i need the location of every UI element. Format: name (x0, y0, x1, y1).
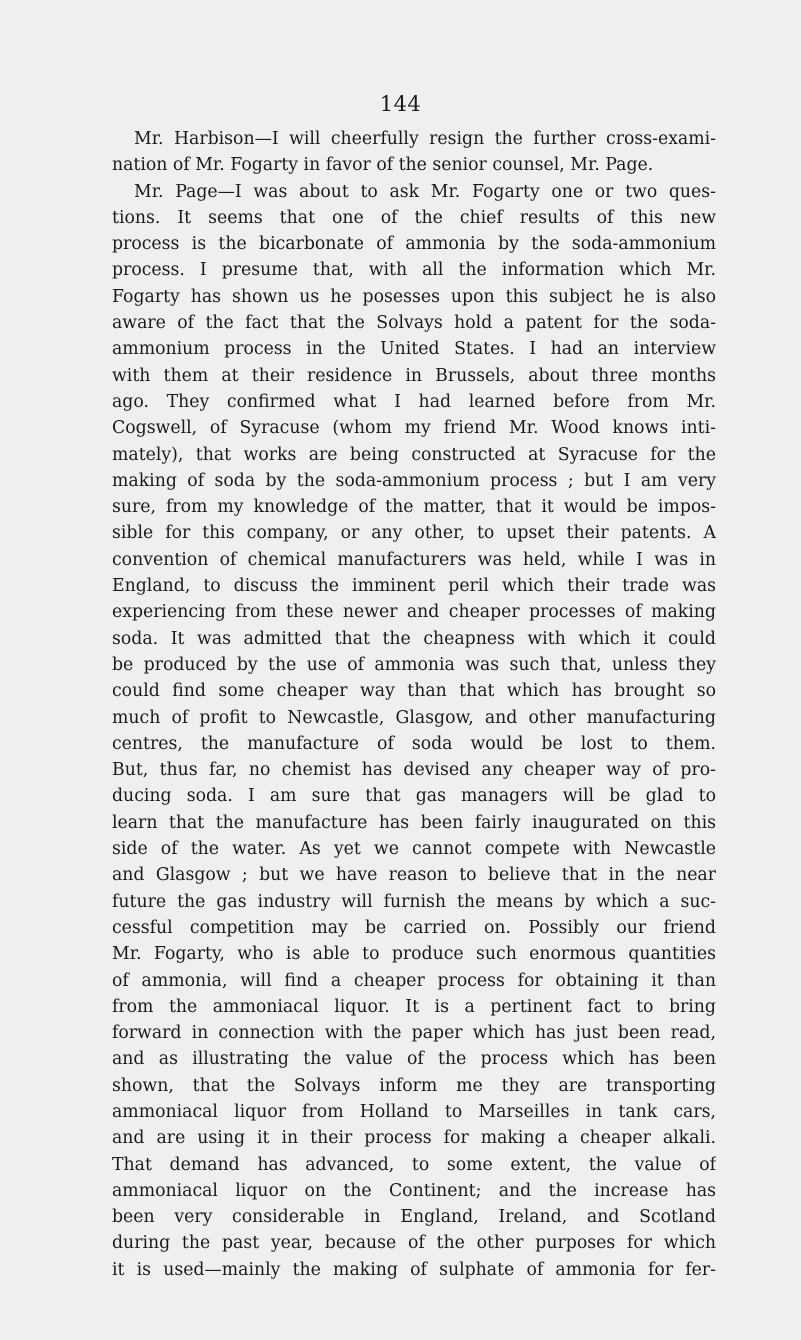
text-line: mately), that works are being constructed at Syracuse for the (112, 444, 716, 465)
text-line: Mr. Fogarty, who is able to produce such enormous quantities (112, 944, 716, 965)
text-line: aware of the fact that the Solvays hold a patent for the soda- (112, 313, 716, 334)
text-line: nation of Mr. Fogarty in favor of the senior counsel, Mr. Page. (112, 155, 654, 176)
text-line: process. I presume that, with all the information which Mr. (112, 260, 716, 281)
page-number: 144 (379, 92, 422, 116)
text-line: shown, that the Solvays inform me they are transporting (112, 1075, 716, 1096)
text-line: Fogarty has shown us he posesses upon this subject he is also (112, 286, 716, 307)
text-line: ammoniacal liquor on the Continent; and the increase has (112, 1180, 716, 1201)
paragraph (112, 126, 716, 179)
text-line: tions. It seems that one of the chief results of this new (112, 207, 716, 228)
text-line: ago. They confirmed what I had learned before from Mr. (112, 391, 716, 412)
text-line: be produced by the use of ammonia was such that, unless they (112, 654, 716, 675)
text-line: and as illustrating the value of the process which has been (112, 1049, 716, 1070)
text-line: convention of chemical manufacturers was held, while I was in (112, 549, 716, 570)
text-line: making of soda by the soda-ammonium process ; but I am very (112, 470, 716, 491)
text-line: learn that the manufacture has been fairly inaugurated on this (112, 812, 716, 833)
text-line: ammonium process in the United States. I had an interview (112, 339, 716, 360)
text-line: soda. It was admitted that the cheapness with which it could (112, 628, 716, 649)
text-line: sible for this company, or any other, to upset their patents. A (112, 523, 716, 544)
text-line: and are using it in their process for making a cheaper alkali. (112, 1128, 716, 1149)
paragraph (112, 179, 716, 1283)
text-line: ammoniacal liquor from Holland to Marseilles in tank cars, (112, 1101, 716, 1122)
text-line: Mr. Harbison—I will cheerfully resign the further cross-exami- (134, 129, 716, 149)
page-body-text (112, 126, 716, 1283)
text-line: experiencing from these newer and cheaper processes of making (112, 602, 716, 623)
text-line: future the gas industry will furnish the means by which a suc- (112, 891, 716, 912)
text-line: it is used—mainly the making of sulphate of ammonia for fer- (112, 1259, 716, 1280)
text-line: process is the bicarbonate of ammonia by the soda-ammonium (112, 234, 716, 255)
text-line: and Glasgow ; but we have reason to believe that in the near (112, 865, 716, 886)
text-line: sure, from my knowledge of the matter, that it would be impos- (112, 497, 716, 518)
text-line: centres, the manufacture of soda would be lost to them. (112, 733, 716, 754)
text-line: from the ammoniacal liquor. It is a pertinent fact to bring (112, 996, 716, 1017)
text-line: much of profit to Newcastle, Glasgow, and other manufacturing (112, 707, 716, 728)
text-line: But, thus far, no chemist has devised any cheaper way of pro- (112, 760, 716, 781)
text-line: ducing soda. I am sure that gas managers will be glad to (112, 786, 716, 807)
text-line: during the past year, because of the other purposes for which (112, 1233, 716, 1254)
text-line: with them at their residence in Brussels, about three months (112, 365, 716, 386)
text-line: forward in connection with the paper which has just been read, (112, 1023, 716, 1044)
text-line: cessful competition may be carried on. Possibly our friend (112, 917, 716, 938)
text-line: of ammonia, will find a cheaper process for obtaining it than (112, 970, 716, 991)
text-line: Mr. Page—I was about to ask Mr. Fogarty one or two ques- (134, 181, 716, 202)
text-line: could find some cheaper way than that which has brought so (112, 681, 716, 702)
text-line: side of the water. As yet we cannot compete with Newcastle (112, 839, 716, 860)
text-line: That demand has advanced, to some extent, the value of (112, 1154, 716, 1175)
text-line: England, to discuss the imminent peril which their trade was (112, 576, 716, 597)
text-line: Cogswell, of Syracuse (whom my friend Mr. Wood knows inti- (112, 418, 716, 439)
text-line: been very considerable in England, Ireland, and Scotland (112, 1207, 716, 1228)
